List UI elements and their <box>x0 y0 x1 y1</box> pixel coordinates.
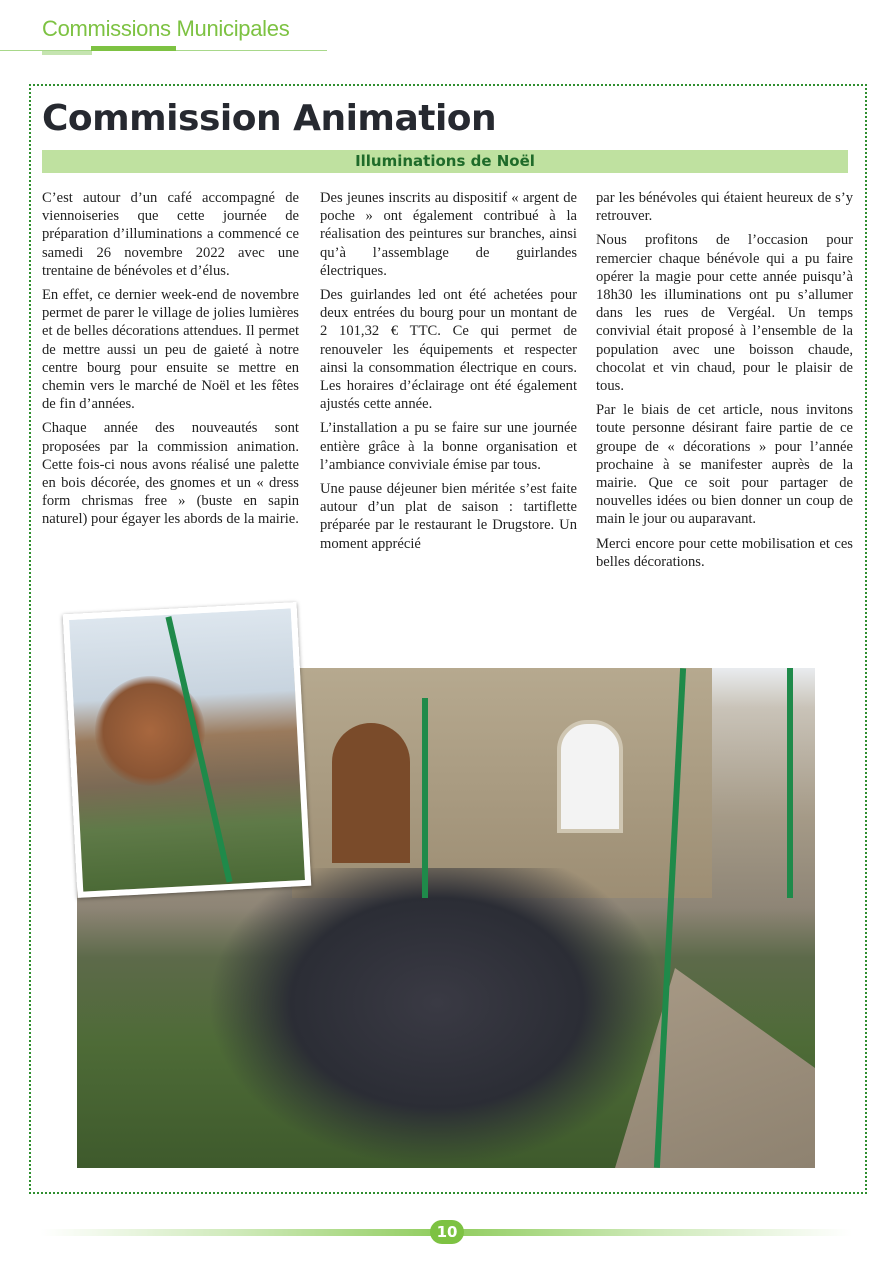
photo-tree <box>92 673 208 789</box>
article-subtitle-banner: Illuminations de Noël <box>42 150 848 173</box>
paragraph: Chaque année des nouveautés sont proposées par la commission animation. Cette fois-ci nous avons réalisé une palette en bois décorée, des gnomes et un « dress form chrismas free » (buste en sapin naturel) pour égayer les abords de la mairie. <box>42 420 299 528</box>
photo-volunteers <box>207 868 667 1168</box>
paragraph: L’installation a pu se faire sur une journée entière grâce à la bonne organisation et l’ambiance conviviale émise par tous. <box>320 420 577 473</box>
paragraph: Une pause déjeuner bien méritée s’est faite autour d’un plat de saison : tartiflette préparée par le restaurant le Drugstore. Un moment apprécié <box>320 481 577 552</box>
section-accent-bar-light <box>42 51 92 55</box>
photo-window <box>557 720 623 833</box>
paragraph: En effet, ce dernier week-end de novembre permet de parer le village de jolies lumières et de belles décorations attendues. Il permet de mettre aussi un peu de gaieté à notre centre bourg pour ensuite se mettre en chemin vers le marché de Noël et les fêtes de fin d’années. <box>42 287 299 413</box>
section-accent-bar <box>91 46 176 51</box>
article-column-1 <box>42 189 299 535</box>
photo-pole <box>422 698 428 898</box>
paragraph: par les bénévoles qui étaient heureux de s’y retrouver. <box>596 190 853 225</box>
paragraph: Des guirlandes led ont été achetées pour deux entrées du bourg pour un montant de 2 101,32 € TTC. Ce qui permet de renouveler les équipements et respecter ainsi la consommation électrique en cours. Les horaires d’éclairage ont été également ajustés cette année. <box>320 287 577 413</box>
page-number: 10 <box>430 1220 464 1244</box>
article-column-3 <box>596 189 853 577</box>
photo-door <box>332 723 410 863</box>
ladder-photo <box>63 602 312 898</box>
article-column-2 <box>320 189 577 559</box>
paragraph: Par le biais de cet article, nous invitons toute personne désirant faire partie de ce groupe de « décorations » pour l’année prochaine à se manifester auprès de la mairie. Que ce soit pour partager de nouvelles idées ou bien donner un coup de main le jour ou auparavant. <box>596 402 853 528</box>
section-title: Commissions Municipales <box>42 16 290 41</box>
photo-pole <box>787 668 793 898</box>
article-title: Commission Animation <box>42 98 497 139</box>
paragraph: Merci encore pour cette mobilisation et ces belles décorations. <box>596 535 853 570</box>
paragraph: Des jeunes inscrits au dispositif « argent de poche » ont également contribué à la réalisation des peintures sur branches, ainsi qu’à l’assemblage de guirlandes électriques. <box>320 190 577 279</box>
paragraph: Nous profitons de l’occasion pour remercier chaque bénévole qui a pu faire opérer la magie pour cette année puisqu’à 18h30 les illuminations ont pu s’allumer dans les rues de Vergéal. Un temps convivial était proposé à l’ensemble de la population avec une boisson chaude, chocolat et vin chaud, pour le plaisir de tous. <box>596 232 853 395</box>
paragraph: C’est autour d’un café accompagné de viennoiseries que cette journée de préparation d’illuminations a commencé ce samedi 26 novembre 2022 avec une trentaine de bénévoles et d’élus. <box>42 190 299 279</box>
